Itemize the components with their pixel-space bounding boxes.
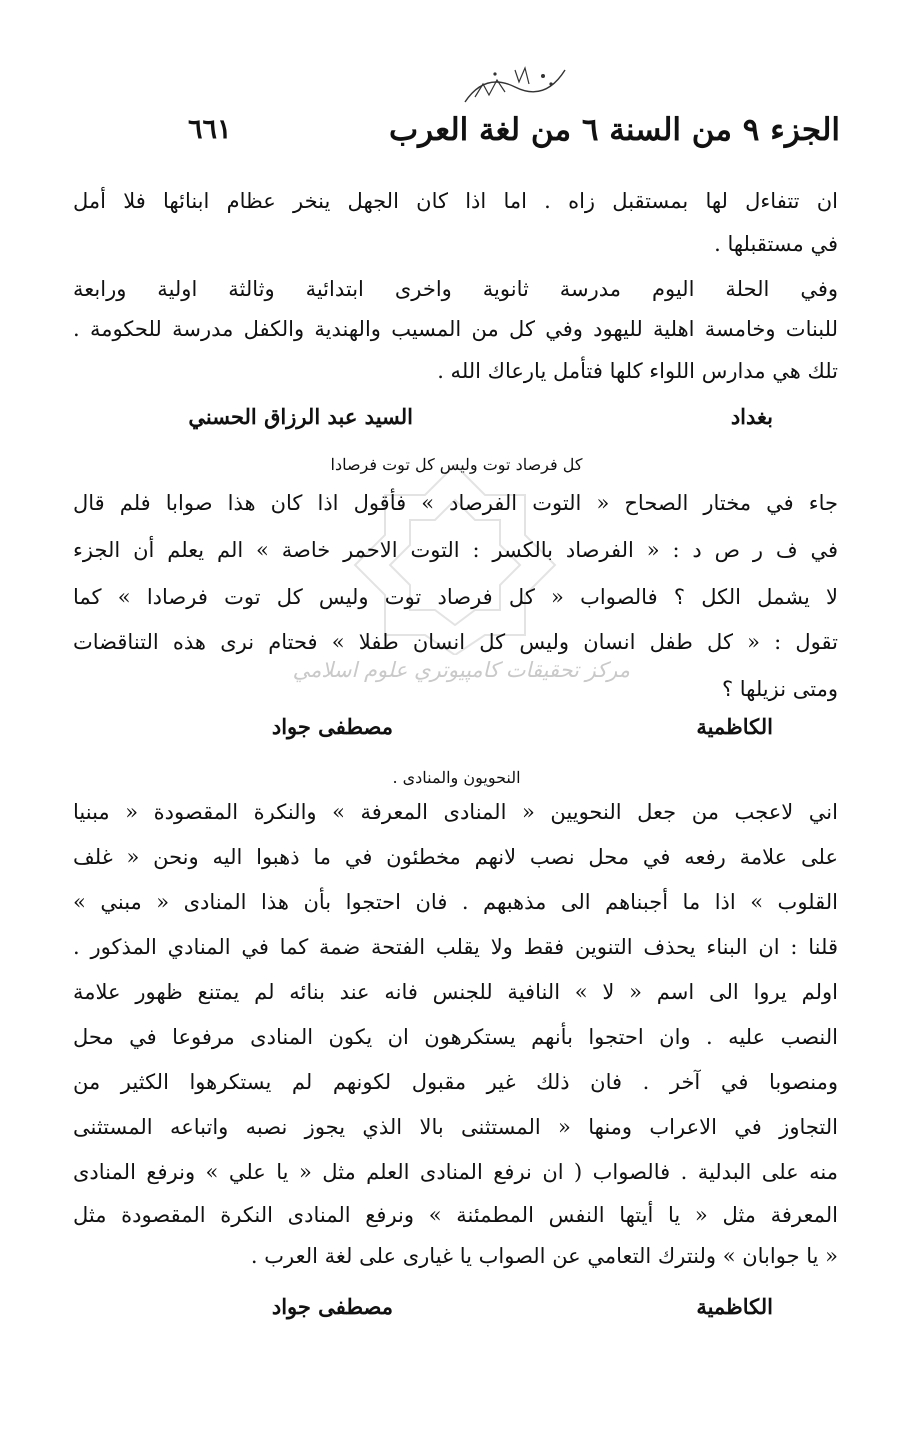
section3-line-2: على علامة رفعه في محل نصب لانهم مخطئون في ما ذهبوا اليه ونحن « غلف bbox=[73, 845, 838, 869]
section2-line-4: تقول : « كل طفل انسان وليس كل انسان طفلا » فحتام نرى هذه التناقضات bbox=[73, 630, 838, 654]
section3-line-4: قلنا : ان البناء يحذف التنوين فقط ولا يقلب الفتحة ضمة كما في المنادي المذكور . bbox=[73, 935, 838, 959]
section2-place: الكاظمية bbox=[696, 714, 773, 739]
section3-line-8: التجاوز في الاعراب ومنها « المستثنى بالا الذي يجوز نصبه واتباعه المستثنى bbox=[73, 1115, 838, 1139]
section3-heading: النحويون والمنادى . bbox=[392, 768, 521, 787]
section3-line-6: النصب عليه . وان احتجوا بأنهم يستكرهون ان يكون المنادى مرفوعا في محل bbox=[73, 1025, 838, 1049]
page-header bbox=[150, 112, 840, 156]
section1-line-1: ان تتفاءل لها بمستقبل زاه . اما اذا كان الجهل ينخر عظام ابنائها فلا أمل bbox=[73, 189, 838, 213]
watermark-text: مركز تحقيقات كامپيوتري علوم اسلامي bbox=[292, 658, 630, 682]
header-ornament-icon bbox=[455, 62, 575, 107]
section3-line-3: القلوب » اذا ما أجبناهم الى مذهبهم . فان احتجوا بأن هذا المنادى « مبني » bbox=[73, 890, 838, 914]
section3-author: مصطفى جواد bbox=[271, 1294, 393, 1319]
section2-line-3: لا يشمل الكل ؟ فالصواب « كل فرصاد توت وليس كل توت فرصادا » كما bbox=[73, 585, 838, 609]
journal-title: الجزء ٩ من السنة ٦ من لغة العرب bbox=[388, 112, 840, 148]
section2-heading: كل فرصاد توت وليس كل توت فرصادا bbox=[330, 455, 583, 474]
page-number: ٦٦١ bbox=[188, 114, 232, 145]
section3-line-11: « يا جوابان » ولنترك التعامي عن الصواب يا غيارى على لغة العرب . bbox=[250, 1244, 838, 1268]
section1-place: بغداد bbox=[730, 404, 773, 429]
section1-line-4: للبنات وخامسة اهلية لليهود وفي كل من المسيب والهندية والكفل مدرسة للحكومة . bbox=[73, 317, 838, 341]
section3-line-9: منه على البدلية . فالصواب ( ان نرفع المنادى العلم مثل « يا علي » ونرفع المنادى bbox=[73, 1160, 838, 1184]
section3-place: الكاظمية bbox=[696, 1294, 773, 1319]
section3-line-7: ومنصوبا في آخر . فان ذلك غير مقبول لكونهم لم يستكرهوا الكثير من bbox=[73, 1070, 838, 1094]
section2-line-2: في ف ر ص د : « الفرصاد بالكسر : التوت الاحمر خاصة » الم يعلم أن الجزء bbox=[73, 538, 838, 562]
section3-line-10: المعرفة مثل « يا أيتها النفس المطمئنة » ونرفع المنادى النكرة المقصودة مثل bbox=[73, 1203, 838, 1227]
section3-line-5: اولم يروا الى اسم « لا » النافية للجنس فانه عند بنائه لم يمتنع ظهور علامة bbox=[73, 980, 838, 1004]
section2-line-5: ومتى نزيلها ؟ bbox=[721, 677, 838, 701]
section1-line-2: في مستقبلها . bbox=[714, 232, 838, 256]
section2-author: مصطفى جواد bbox=[271, 714, 393, 739]
section1-line-5: تلك هي مدارس اللواء كلها فتأمل يارعاك الله . bbox=[437, 359, 838, 383]
section1-author: السيد عبد الرزاق الحسني bbox=[188, 404, 413, 429]
section2-line-1: جاء في مختار الصحاح « التوت الفرصاد » فأقول اذا كان هذا صوابا فلم قال bbox=[73, 491, 838, 515]
section3-line-1: اني لاعجب من جعل النحويين « المنادى المعرفة » والنكرة المقصودة « مبنيا bbox=[73, 800, 838, 824]
section1-line-3: وفي الحلة اليوم مدرسة ثانوية واخرى ابتدائية وثالثة اولية ورابعة bbox=[73, 277, 838, 301]
